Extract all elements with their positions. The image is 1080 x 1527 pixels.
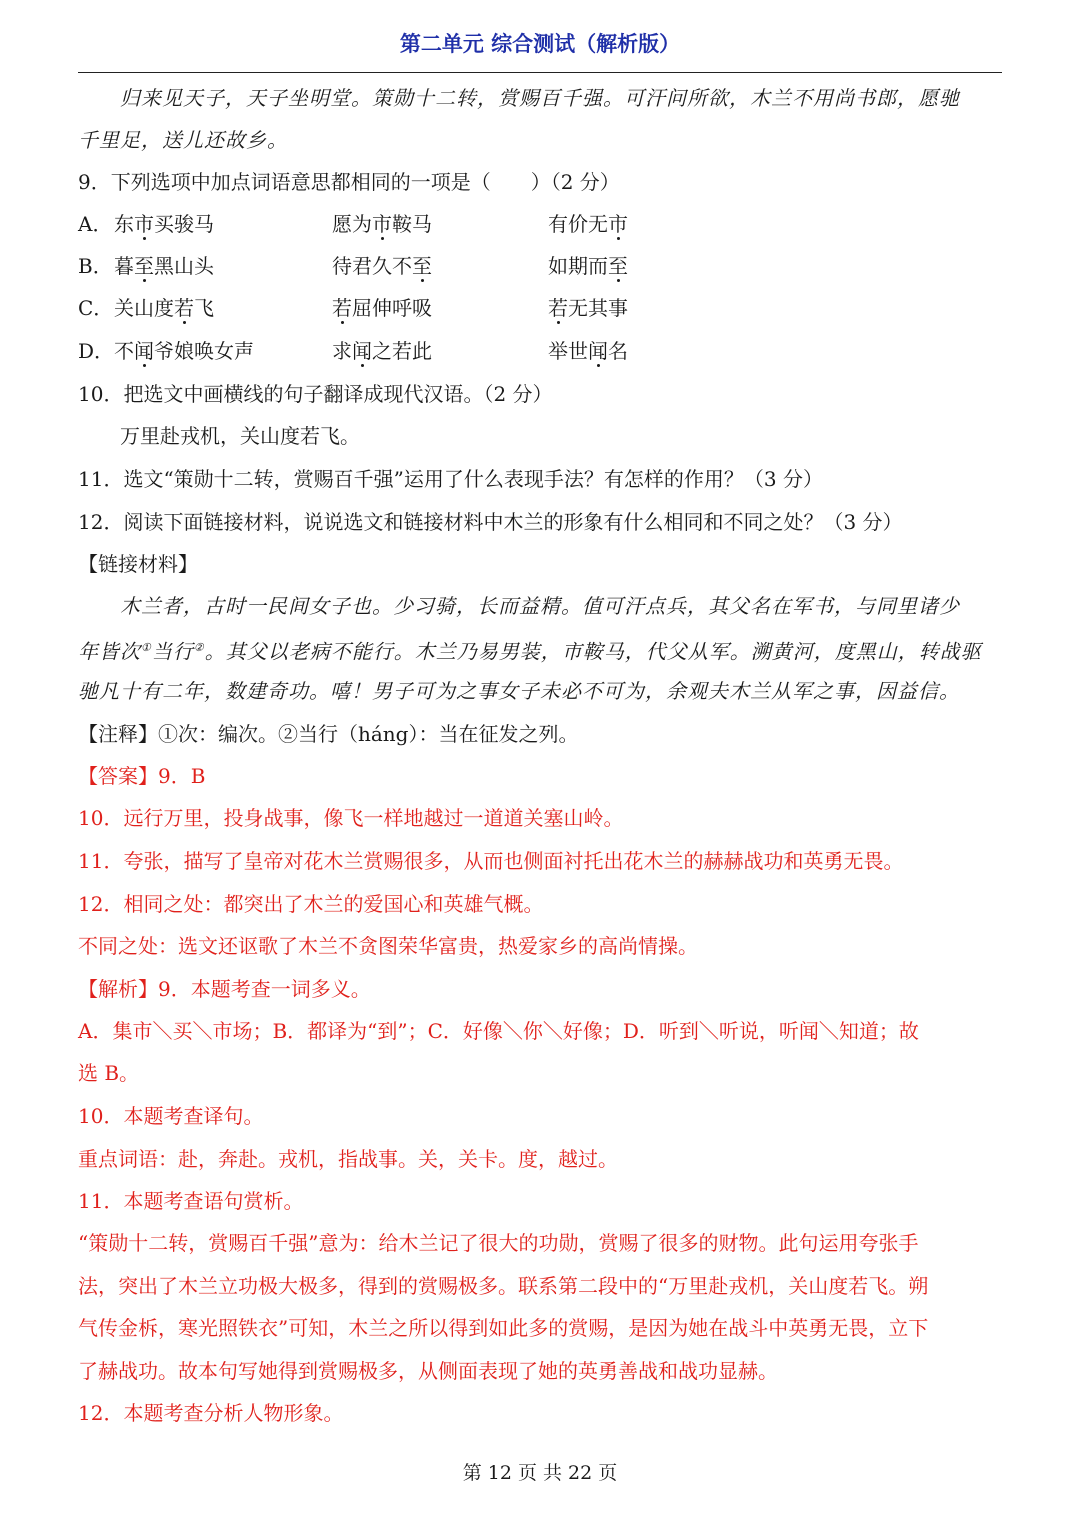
footnote-mark: ①: [141, 641, 152, 654]
option-phrase: 有价无市: [548, 212, 628, 236]
answer-11: 11．夸张，描写了皇帝对花木兰赏赐很多，从而也侧面衬托出花木兰的赫赫战功和英勇无畏。: [78, 849, 904, 873]
question-10-stem: 10．把选文中画横线的句子翻译成现代汉语。（2 分）: [78, 382, 553, 406]
answer-12-same: 12．相同之处：都突出了木兰的爱国心和英雄气概。: [78, 892, 544, 916]
analysis-9-text: A．集市＼买＼市场；B．都译为“到”；C．好像＼你＼好像；D．听到＼听说，听闻＼知道；故: [78, 1019, 919, 1043]
link-material-line: 驰凡十有二年，数建奇功。嘻！男子可为之事女子未必不可为，余观夫木兰从军之事，因益信。: [78, 679, 960, 703]
option-label: C．: [78, 296, 114, 320]
passage-line: 千里足，送儿还故乡。: [78, 128, 288, 152]
analysis-11-heading: 11．本题考查语句赏析。: [78, 1189, 304, 1213]
option-label: A．: [78, 212, 113, 236]
option-label: D．: [78, 339, 115, 363]
analysis-11-text: 法，突出了木兰立功极大极多，得到的赏赐极多。联系第二段中的“万里赴戎机，关山度若飞。朔: [78, 1274, 929, 1298]
emphasized-character: 市: [372, 212, 392, 236]
analysis-11-text: “策勋十二转，赏赐百千强”意为：给木兰记了很大的功勋，赏赐了很多的财物。此句运用夸张手: [78, 1231, 919, 1255]
text-run: 当行: [151, 639, 194, 664]
emphasized-character: 市: [134, 212, 154, 236]
analysis-11-text: 气传金柝，寒光照铁衣”可知，木兰之所以得到如此多的赏赐，是因为她在战斗中英勇无畏，立下: [78, 1316, 929, 1340]
answer-10: 10．远行万里，投身战事，像飞一样地越过一道道关塞山岭。: [78, 806, 624, 830]
emphasized-character: 闻: [134, 339, 154, 363]
emphasized-character: 闻: [352, 339, 372, 363]
emphasized-character: 市: [608, 212, 628, 236]
header-divider: [78, 72, 1002, 73]
emphasized-character: 若: [548, 296, 568, 320]
option-phrase: 东市买骏马: [114, 212, 214, 236]
option-phrase: 求闻之若此: [332, 339, 432, 363]
option-phrase: 待君久不至: [332, 254, 432, 278]
emphasized-character: 若: [332, 296, 352, 320]
footnote-mark: ②: [193, 641, 205, 654]
option-label: B．: [78, 254, 113, 278]
analysis-10-text: 重点词语：赴，奔赴。戎机，指战事。关，关卡。度，越过。: [78, 1147, 618, 1171]
question-12-stem: 12．阅读下面链接材料，说说选文和链接材料中木兰的形象有什么相同和不同之处？（3 分）: [78, 510, 903, 534]
emphasized-character: 至: [412, 254, 432, 278]
page-header-title: 第二单元 综合测试（解析版）: [399, 32, 681, 56]
link-material-heading: 【链接材料】: [78, 552, 198, 576]
analysis-9-heading: 【解析】9．本题考查一词多义。: [78, 977, 371, 1001]
answer-12-diff: 不同之处：选文还讴歌了木兰不贪图荣华富贵，热爱家乡的高尚情操。: [78, 934, 698, 958]
option-phrase: 暮至黑山头: [114, 254, 214, 278]
analysis-11-text: 了赫战功。故本句写她得到赏赐极多，从侧面表现了她的英勇善战和战功显赫。: [78, 1359, 778, 1383]
option-phrase: 若无其事: [548, 296, 628, 320]
analysis-10-heading: 10．本题考查译句。: [78, 1104, 264, 1128]
text-run: 年皆次: [78, 639, 141, 664]
option-phrase: 若屈伸呼吸: [332, 296, 432, 320]
question-9-stem: 9．下列选项中加点词语意思都相同的一项是（ ）（2 分）: [78, 170, 620, 194]
option-phrase: 愿为市鞍马: [332, 212, 432, 236]
emphasized-character: 至: [608, 254, 628, 278]
link-material-line: [78, 634, 982, 666]
text-run: 。其父以老病不能行。木兰乃易男装，市鞍马，代父从军。溯黄河，度黑山，转战驱: [204, 639, 982, 664]
page-footer-number: 第 12 页 共 22 页: [462, 1462, 618, 1484]
answer-9: 【答案】9．B: [78, 764, 206, 788]
analysis-12-heading: 12．本题考查分析人物形象。: [78, 1401, 344, 1425]
question-10-sentence: 万里赴戎机，关山度若飞。: [120, 424, 360, 448]
analysis-9-text: 选 B。: [78, 1061, 140, 1085]
link-material-line: 木兰者，古时一民间女子也。少习骑，长而益精。值可汗点兵，其父名在军书，与同里诸少: [120, 594, 960, 618]
link-material-note: 【注释】①次：编次。②当行（háng）：当在征发之列。: [78, 722, 579, 746]
emphasized-character: 至: [134, 254, 154, 278]
option-phrase: 关山度若飞: [114, 296, 214, 320]
emphasized-character: 若: [174, 296, 194, 320]
question-11-stem: 11．选文“策勋十二转，赏赐百千强”运用了什么表现手法？有怎样的作用？（3 分）: [78, 467, 823, 491]
passage-line: 归来见天子，天子坐明堂。策勋十二转，赏赐百千强。可汗问所欲，木兰不用尚书郎，愿驰: [120, 86, 960, 110]
option-phrase: 如期而至: [548, 254, 628, 278]
option-phrase: 不闻爷娘唤女声: [114, 339, 254, 363]
option-phrase: 举世闻名: [548, 339, 628, 363]
emphasized-character: 闻: [588, 339, 608, 363]
